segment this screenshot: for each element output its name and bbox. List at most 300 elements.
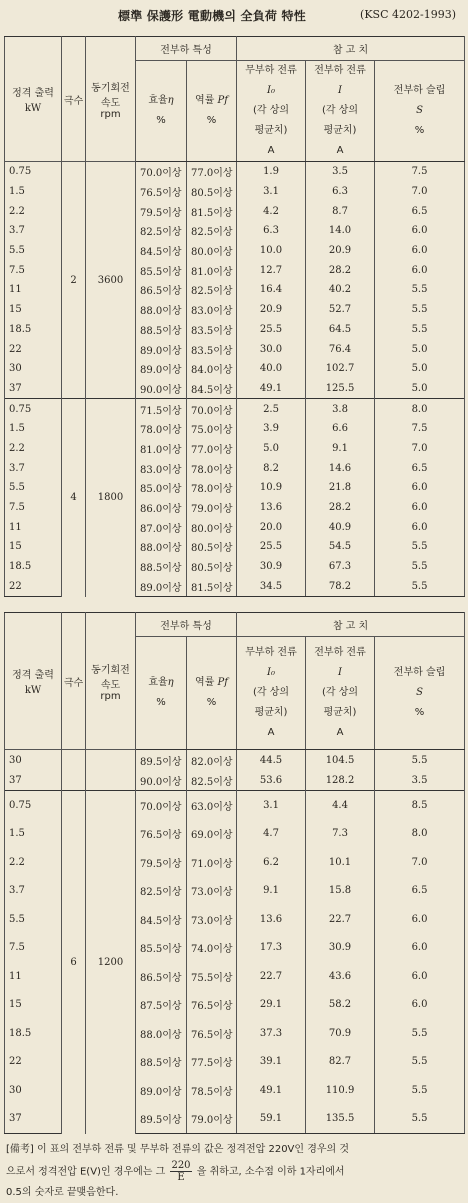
efficiency-symbol: η (167, 95, 174, 106)
cell-slip: 6.0 (375, 962, 465, 991)
cell-sync-speed: 1800 (86, 399, 136, 597)
cell-efficiency: 88.0이상 (136, 1019, 187, 1048)
efficiency-label: 효율 (148, 677, 168, 688)
cell-efficiency: 71.5이상 (136, 399, 187, 419)
fullload-current-label: 전부하 전류 (314, 65, 366, 76)
cell-rated-output: 3.7 (5, 877, 62, 906)
cell-slip: 5.0 (375, 359, 465, 379)
cell-slip: 3.5 (375, 770, 465, 791)
cell-noload-current: 22.7 (237, 962, 306, 991)
remarks-note (6, 1140, 464, 1203)
cell-rated-output: 7.5 (5, 498, 62, 518)
efficiency-unit: % (156, 697, 166, 708)
cell-fullload-current: 78.2 (306, 576, 375, 596)
cell-noload-current: 9.1 (237, 877, 306, 906)
cell-rated-output: 15 (5, 300, 62, 320)
cell-noload-current: 49.1 (237, 1076, 306, 1105)
cell-efficiency: 88.5이상 (136, 557, 187, 577)
cell-slip: 8.5 (375, 791, 465, 820)
cell-rated-output: 18.5 (5, 557, 62, 577)
cell-slip: 6.0 (375, 478, 465, 498)
header-reference-group: 참 고 치 (237, 613, 465, 637)
cell-slip: 7.5 (375, 419, 465, 439)
cell-efficiency: 89.0이상 (136, 1076, 187, 1105)
cell-fullload-current: 76.4 (306, 339, 375, 359)
current-unit: A (267, 145, 275, 156)
cell-noload-current: 20.9 (237, 300, 306, 320)
phase-avg-label-2: 평균치) (254, 707, 288, 718)
cell-poles: 6 (62, 791, 86, 1134)
phase-avg-label-2: 평균치) (254, 125, 288, 136)
cell-slip: 6.0 (375, 517, 465, 537)
cell-efficiency: 88.0이상 (136, 300, 187, 320)
cell-rated-output: 15 (5, 537, 62, 557)
cell-rated-output: 15 (5, 991, 62, 1020)
cell-fullload-current: 8.7 (306, 201, 375, 221)
phase-avg-label-2: 평균치) (323, 125, 357, 136)
cell-efficiency: 85.5이상 (136, 934, 187, 963)
header-noload-current (237, 61, 306, 162)
cell-noload-current: 3.1 (237, 791, 306, 820)
cell-slip: 7.0 (375, 182, 465, 202)
cell-efficiency: 89.0이상 (136, 339, 187, 359)
cell-noload-current: 8.2 (237, 458, 306, 478)
cell-noload-current: 30.0 (237, 339, 306, 359)
cell-noload-current: 13.6 (237, 498, 306, 518)
cell-fullload-current: 102.7 (306, 359, 375, 379)
cell-fullload-current: 3.8 (306, 399, 375, 419)
cell-efficiency: 79.5이상 (136, 848, 187, 877)
cell-slip: 6.0 (375, 221, 465, 241)
cell-rated-output: 37 (5, 770, 62, 791)
phase-avg-label-1: (각 상의 (252, 105, 290, 116)
cell-rated-output: 22 (5, 576, 62, 596)
cell-rated-output: 37 (5, 1105, 62, 1134)
table-row (5, 399, 465, 419)
cell-efficiency: 89.0이상 (136, 576, 187, 596)
cell-noload-current: 53.6 (237, 770, 306, 791)
cell-slip: 6.0 (375, 498, 465, 518)
cell-noload-current: 4.7 (237, 820, 306, 849)
cell-noload-current: 39.1 (237, 1048, 306, 1077)
cell-noload-current: 49.1 (237, 379, 306, 399)
cell-power-factor: 82.5이상 (187, 280, 237, 300)
cell-fullload-current: 21.8 (306, 478, 375, 498)
header-efficiency (136, 61, 187, 162)
cell-fullload-current: 110.9 (306, 1076, 375, 1105)
cell-fullload-current: 70.9 (306, 1019, 375, 1048)
page-title: 標準 保護形 電動機의 全負荷 特性 (118, 9, 306, 23)
cell-noload-current: 13.6 (237, 905, 306, 934)
header-sync-speed (86, 37, 136, 162)
cell-noload-current: 30.9 (237, 557, 306, 577)
slip-unit: % (414, 707, 425, 718)
cell-slip: 7.0 (375, 439, 465, 459)
cell-slip: 5.5 (375, 1076, 465, 1105)
cell-slip: 6.5 (375, 458, 465, 478)
table-2-body (5, 750, 465, 1134)
cell-efficiency: 76.5이상 (136, 820, 187, 849)
cell-rated-output: 30 (5, 1076, 62, 1105)
cell-fullload-current: 58.2 (306, 991, 375, 1020)
cell-noload-current: 34.5 (237, 576, 306, 596)
rated-output-unit: kW (24, 103, 42, 114)
cell-slip: 6.0 (375, 241, 465, 261)
cell-noload-current: 10.0 (237, 241, 306, 261)
cell-power-factor: 73.0이상 (187, 905, 237, 934)
cell-rated-output: 11 (5, 962, 62, 991)
cell-efficiency: 76.5이상 (136, 182, 187, 202)
cell-rated-output: 18.5 (5, 320, 62, 340)
cell-efficiency: 82.5이상 (136, 877, 187, 906)
cell-power-factor: 77.0이상 (187, 439, 237, 459)
slip-label: 전부하 슬립 (393, 667, 446, 678)
cell-power-factor: 82.0이상 (187, 750, 237, 771)
power-factor-unit: % (206, 697, 217, 708)
header-reference-group: 참 고 치 (237, 37, 465, 61)
cell-fullload-current: 15.8 (306, 877, 375, 906)
cell-slip: 5.0 (375, 379, 465, 399)
cell-noload-current: 20.0 (237, 517, 306, 537)
cell-noload-current: 16.4 (237, 280, 306, 300)
cell-rated-output: 7.5 (5, 934, 62, 963)
voltage-fraction (170, 1160, 191, 1183)
cell-slip: 8.0 (375, 820, 465, 849)
cell-efficiency: 90.0이상 (136, 379, 187, 399)
efficiency-label: 효율 (148, 95, 168, 106)
cell-efficiency: 89.0이상 (136, 359, 187, 379)
header-noload-current (237, 637, 306, 750)
cell-noload-current: 29.1 (237, 991, 306, 1020)
fullload-current-symbol: I (338, 85, 342, 96)
cell-efficiency: 86.5이상 (136, 280, 187, 300)
header-sync-speed (86, 613, 136, 750)
cell-power-factor: 79.0이상 (187, 1105, 237, 1134)
cell-power-factor: 74.0이상 (187, 934, 237, 963)
rated-output-unit: kW (24, 685, 42, 696)
cell-power-factor: 79.0이상 (187, 498, 237, 518)
cell-fullload-current: 20.9 (306, 241, 375, 261)
sync-speed-unit: rpm (100, 108, 121, 120)
cell-power-factor: 75.0이상 (187, 419, 237, 439)
header-power-factor (187, 61, 237, 162)
cell-power-factor: 80.5이상 (187, 537, 237, 557)
sync-speed-label-2: 속도 (100, 97, 121, 109)
cell-power-factor: 80.0이상 (187, 517, 237, 537)
cell-rated-output: 5.5 (5, 478, 62, 498)
header-full-load-group: 전부하 특성 (136, 613, 237, 637)
cell-noload-current: 3.1 (237, 182, 306, 202)
cell-power-factor: 83.5이상 (187, 339, 237, 359)
cell-slip: 5.5 (375, 1105, 465, 1134)
cell-slip: 5.5 (375, 750, 465, 771)
current-unit: A (336, 145, 344, 156)
table-row (5, 750, 465, 771)
cell-power-factor: 81.5이상 (187, 201, 237, 221)
cell-rated-output: 30 (5, 359, 62, 379)
cell-efficiency: 87.5이상 (136, 991, 187, 1020)
cell-fullload-current: 6.6 (306, 419, 375, 439)
cell-slip: 5.0 (375, 339, 465, 359)
cell-efficiency: 87.0이상 (136, 517, 187, 537)
table-1-body (5, 162, 465, 597)
cell-efficiency: 90.0이상 (136, 770, 187, 791)
cell-efficiency: 85.5이상 (136, 260, 187, 280)
noload-current-label: 무부하 전류 (245, 65, 297, 76)
cell-fullload-current: 40.9 (306, 517, 375, 537)
cell-poles: 2 (62, 162, 86, 399)
slip-label: 전부하 슬립 (393, 85, 446, 96)
header-slip (375, 61, 465, 162)
cell-slip: 5.5 (375, 1019, 465, 1048)
cell-slip: 5.5 (375, 1048, 465, 1077)
cell-fullload-current: 54.5 (306, 537, 375, 557)
cell-power-factor: 81.5이상 (187, 576, 237, 596)
header-rated-output (5, 37, 62, 162)
cell-noload-current: 2.5 (237, 399, 306, 419)
motor-characteristics-table-1 (4, 36, 465, 597)
cell-noload-current: 59.1 (237, 1105, 306, 1134)
cell-power-factor: 82.5이상 (187, 770, 237, 791)
header-poles: 극수 (62, 613, 86, 750)
sync-speed-label-1: 동기회전 (91, 82, 130, 94)
cell-fullload-current: 64.5 (306, 320, 375, 340)
cell-efficiency: 78.0이상 (136, 419, 187, 439)
cell-fullload-current: 22.7 (306, 905, 375, 934)
cell-power-factor: 71.0이상 (187, 848, 237, 877)
cell-rated-output: 0.75 (5, 162, 62, 182)
cell-slip: 5.5 (375, 576, 465, 596)
cell-rated-output: 1.5 (5, 419, 62, 439)
cell-slip: 5.5 (375, 557, 465, 577)
phase-avg-label-2: 평균치) (323, 707, 357, 718)
sync-speed-label-2: 속도 (100, 679, 121, 691)
cell-noload-current: 6.3 (237, 221, 306, 241)
standard-code: (KSC 4202-1993) (360, 8, 456, 21)
cell-efficiency: 88.5이상 (136, 1048, 187, 1077)
cell-noload-current: 44.5 (237, 750, 306, 771)
cell-rated-output: 1.5 (5, 820, 62, 849)
cell-rated-output: 3.7 (5, 221, 62, 241)
cell-noload-current: 25.5 (237, 537, 306, 557)
cell-power-factor: 69.0이상 (187, 820, 237, 849)
cell-rated-output: 22 (5, 1048, 62, 1077)
cell-poles (62, 750, 86, 791)
cell-power-factor: 73.0이상 (187, 877, 237, 906)
cell-power-factor: 78.5이상 (187, 1076, 237, 1105)
noload-current-symbol: I₀ (267, 85, 275, 96)
phase-avg-label-1: (각 상의 (321, 687, 359, 698)
cell-noload-current: 25.5 (237, 320, 306, 340)
cell-rated-output: 0.75 (5, 399, 62, 419)
cell-sync-speed: 3600 (86, 162, 136, 399)
cell-rated-output: 30 (5, 750, 62, 771)
cell-fullload-current: 9.1 (306, 439, 375, 459)
cell-efficiency: 86.0이상 (136, 498, 187, 518)
cell-slip: 6.0 (375, 260, 465, 280)
cell-rated-output: 0.75 (5, 791, 62, 820)
header-rated-output (5, 613, 62, 750)
cell-noload-current: 6.2 (237, 848, 306, 877)
cell-slip: 5.5 (375, 300, 465, 320)
table-row (5, 162, 465, 182)
note-text-1: 이 표의 전부하 전류 및 무부하 전류의 값은 정격전압 220V인 경우의 것 (37, 1144, 350, 1155)
cell-noload-current: 5.0 (237, 439, 306, 459)
cell-fullload-current: 30.9 (306, 934, 375, 963)
header-fullload-current (306, 637, 375, 750)
cell-slip: 6.0 (375, 934, 465, 963)
cell-fullload-current: 128.2 (306, 770, 375, 791)
fullload-current-label: 전부하 전류 (314, 647, 366, 658)
cell-fullload-current: 40.2 (306, 280, 375, 300)
cell-slip: 5.5 (375, 320, 465, 340)
cell-fullload-current: 4.4 (306, 791, 375, 820)
cell-slip: 8.0 (375, 399, 465, 419)
phase-avg-label-1: (각 상의 (321, 105, 359, 116)
cell-power-factor: 84.0이상 (187, 359, 237, 379)
fullload-current-symbol: I (338, 667, 342, 678)
cell-power-factor: 81.0이상 (187, 260, 237, 280)
rated-output-label: 정격 출력 (12, 88, 54, 99)
cell-fullload-current: 135.5 (306, 1105, 375, 1134)
cell-rated-output: 2.2 (5, 848, 62, 877)
cell-power-factor: 80.0이상 (187, 241, 237, 261)
cell-slip: 5.5 (375, 280, 465, 300)
cell-slip: 6.0 (375, 991, 465, 1020)
slip-symbol: S (416, 105, 423, 116)
slip-symbol: S (416, 687, 423, 698)
cell-rated-output: 5.5 (5, 241, 62, 261)
cell-slip: 7.0 (375, 848, 465, 877)
power-factor-symbol: Pf (217, 677, 228, 688)
efficiency-symbol: η (167, 677, 174, 688)
power-factor-unit: % (206, 115, 217, 126)
note-text-2a: 으로서 정격전압 E(V)인 경우에는 그 (6, 1166, 166, 1178)
cell-noload-current: 12.7 (237, 260, 306, 280)
cell-rated-output: 3.7 (5, 458, 62, 478)
cell-fullload-current: 125.5 (306, 379, 375, 399)
cell-noload-current: 40.0 (237, 359, 306, 379)
note-text-3: 0.5의 숫자로 끝맺음한다. (6, 1187, 119, 1198)
cell-rated-output: 1.5 (5, 182, 62, 202)
note-line-3 (6, 1183, 464, 1203)
cell-slip: 6.0 (375, 905, 465, 934)
cell-fullload-current: 3.5 (306, 162, 375, 182)
efficiency-unit: % (156, 115, 166, 126)
cell-fullload-current: 7.3 (306, 820, 375, 849)
cell-fullload-current: 28.2 (306, 498, 375, 518)
rated-output-label: 정격 출력 (12, 670, 54, 681)
cell-rated-output: 37 (5, 379, 62, 399)
header-fullload-current (306, 61, 375, 162)
cell-noload-current: 17.3 (237, 934, 306, 963)
cell-fullload-current: 10.1 (306, 848, 375, 877)
cell-power-factor: 83.5이상 (187, 320, 237, 340)
cell-efficiency: 84.5이상 (136, 241, 187, 261)
current-unit: A (267, 727, 275, 738)
cell-rated-output: 5.5 (5, 905, 62, 934)
cell-slip: 7.5 (375, 162, 465, 182)
cell-noload-current: 10.9 (237, 478, 306, 498)
cell-fullload-current: 28.2 (306, 260, 375, 280)
cell-rated-output: 7.5 (5, 260, 62, 280)
cell-sync-speed (86, 750, 136, 791)
cell-power-factor: 63.0이상 (187, 791, 237, 820)
power-factor-label: 역률 (195, 95, 215, 106)
cell-noload-current: 1.9 (237, 162, 306, 182)
cell-rated-output: 11 (5, 280, 62, 300)
current-unit: A (336, 727, 344, 738)
header-power-factor (187, 637, 237, 750)
cell-noload-current: 37.3 (237, 1019, 306, 1048)
cell-fullload-current: 14.6 (306, 458, 375, 478)
noload-current-label: 무부하 전류 (245, 647, 297, 658)
cell-slip: 6.5 (375, 201, 465, 221)
cell-fullload-current: 82.7 (306, 1048, 375, 1077)
slip-unit: % (414, 125, 425, 136)
cell-rated-output: 2.2 (5, 201, 62, 221)
noload-current-symbol: I₀ (267, 667, 275, 678)
header-efficiency (136, 637, 187, 750)
cell-rated-output: 2.2 (5, 439, 62, 459)
sync-speed-label-1: 동기회전 (91, 664, 130, 676)
cell-power-factor: 82.5이상 (187, 221, 237, 241)
cell-rated-output: 22 (5, 339, 62, 359)
cell-power-factor: 83.0이상 (187, 300, 237, 320)
table-row (5, 791, 465, 820)
cell-power-factor: 84.5이상 (187, 379, 237, 399)
cell-rated-output: 18.5 (5, 1019, 62, 1048)
cell-fullload-current: 6.3 (306, 182, 375, 202)
cell-power-factor: 76.5이상 (187, 1019, 237, 1048)
cell-slip: 6.5 (375, 877, 465, 906)
note-line-1 (6, 1140, 464, 1160)
power-factor-label: 역률 (195, 677, 215, 688)
cell-efficiency: 70.0이상 (136, 162, 187, 182)
cell-efficiency: 84.5이상 (136, 905, 187, 934)
note-label: [備考] (6, 1144, 34, 1155)
cell-poles: 4 (62, 399, 86, 597)
cell-efficiency: 79.5이상 (136, 201, 187, 221)
header-slip (375, 637, 465, 750)
cell-fullload-current: 52.7 (306, 300, 375, 320)
note-line-2 (6, 1160, 464, 1183)
power-factor-symbol: Pf (217, 95, 228, 106)
cell-efficiency: 83.0이상 (136, 458, 187, 478)
cell-efficiency: 88.5이상 (136, 320, 187, 340)
title-row (0, 4, 468, 26)
cell-fullload-current: 43.6 (306, 962, 375, 991)
motor-characteristics-table-2 (4, 612, 465, 1134)
cell-efficiency: 89.5이상 (136, 1105, 187, 1134)
cell-power-factor: 80.5이상 (187, 182, 237, 202)
cell-power-factor: 77.5이상 (187, 1048, 237, 1077)
fraction-denominator: E (177, 1172, 185, 1183)
header-poles: 극수 (62, 37, 86, 162)
cell-power-factor: 76.5이상 (187, 991, 237, 1020)
cell-efficiency: 88.0이상 (136, 537, 187, 557)
cell-efficiency: 85.0이상 (136, 478, 187, 498)
cell-slip: 5.5 (375, 537, 465, 557)
cell-noload-current: 4.2 (237, 201, 306, 221)
note-text-2b: 을 취하고, 소수점 이하 1자리에서 (196, 1166, 345, 1178)
cell-power-factor: 77.0이상 (187, 162, 237, 182)
cell-fullload-current: 104.5 (306, 750, 375, 771)
cell-rated-output: 11 (5, 517, 62, 537)
cell-power-factor: 70.0이상 (187, 399, 237, 419)
cell-efficiency: 82.5이상 (136, 221, 187, 241)
cell-sync-speed: 1200 (86, 791, 136, 1134)
